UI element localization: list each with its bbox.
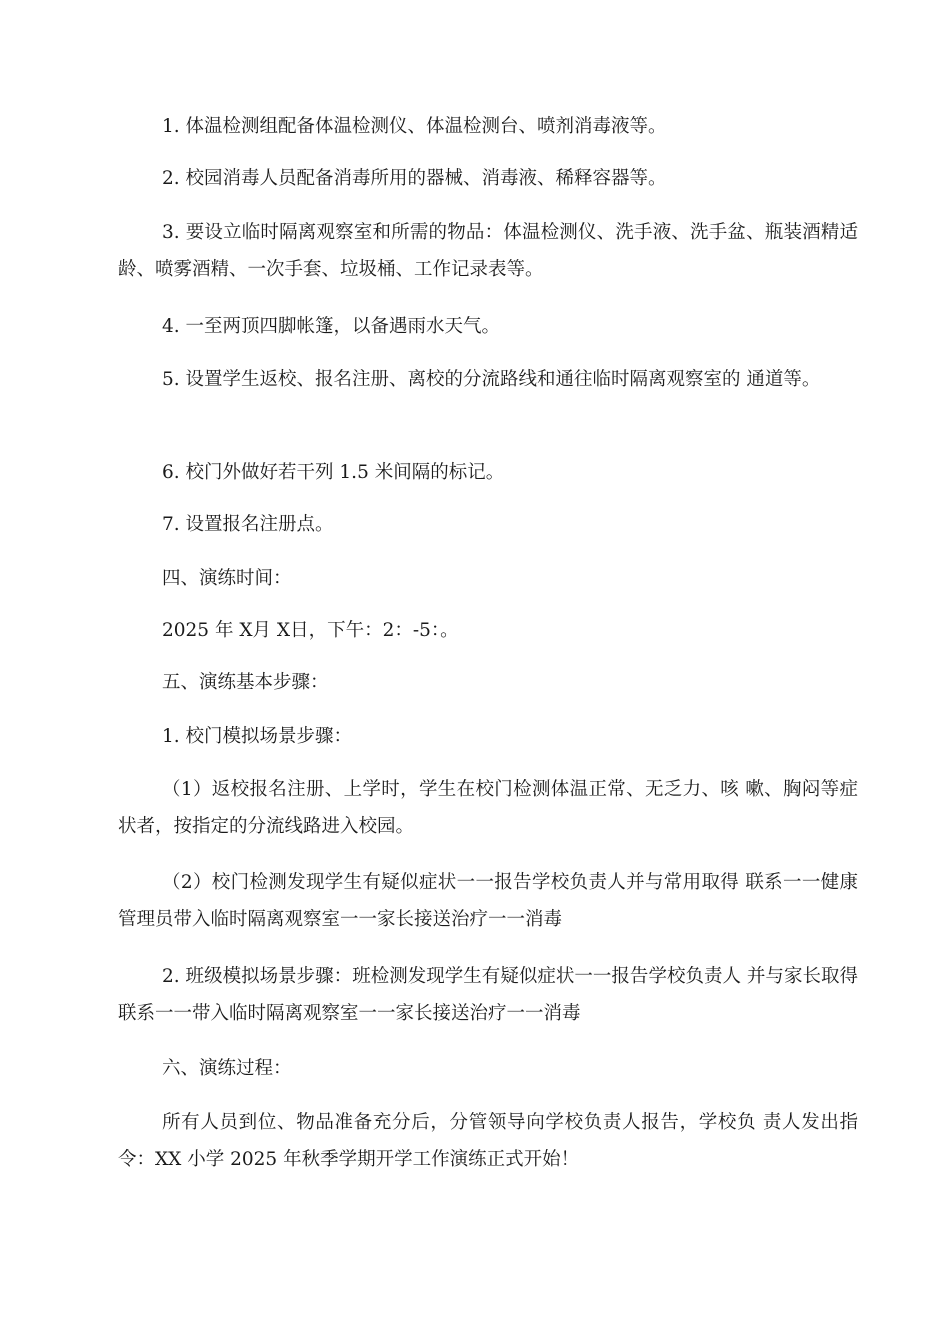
paragraph-item-3: 3. 要设立临时隔离观察室和所需的物品：体温检测仪、洗手液、洗手盆、瓶装酒精适龄、喷雾酒精、一次手套、垃圾桶、工作记录表等。	[118, 222, 858, 280]
paragraph-item-2: 2. 校园消毒人员配备消毒所用的器械、消毒液、稀释容器等。	[162, 168, 667, 189]
paragraph-item-5: 5. 设置学生返校、报名注册、离校的分流路线和通往临时隔离观察室的 通道等。	[162, 369, 821, 390]
paragraph-item-1: 1. 体温检测组配备体温检测仪、体温检测台、喷剂消毒液等。	[162, 116, 667, 137]
section-heading-process: 六、演练过程：	[162, 1058, 292, 1079]
gate-step-1: （1）返校报名注册、上学时，学生在校门检测体温正常、无乏力、咳 嗽、胸闷等症状者，按指定的分流线路进入校园。	[118, 779, 858, 837]
step-heading-gate: 1. 校门模拟场景步骤：	[162, 726, 353, 747]
drill-time-text: 2025 年 X月 X日，下午：2：-5：。	[162, 620, 459, 641]
gate-step-2: （2）校门检测发现学生有疑似症状一一报告学校负责人并与常用取得 联系一一健康管理员带入临时隔离观察室一一家长接送治疗一一消毒	[118, 872, 858, 930]
paragraph-item-4: 4. 一至两顶四脚帐篷，以备遇雨水天气。	[162, 316, 501, 337]
section-heading-time: 四、演练时间：	[162, 568, 292, 589]
paragraph-item-6: 6. 校门外做好若干列 1.5 米间隔的标记。	[162, 462, 505, 483]
class-step: 2. 班级模拟场景步骤：班检测发现学生有疑似症状一一报告学校负责人 并与家长取得联系一一带入临时隔离观察室一一家长接送治疗一一消毒	[118, 966, 858, 1024]
section-heading-steps: 五、演练基本步骤：	[162, 672, 329, 693]
paragraph-item-7: 7. 设置报名注册点。	[162, 514, 334, 535]
process-text: 所有人员到位、物品准备充分后，分管领导向学校负责人报告，学校负 责人发出指令：XX 小学 2025 年秋季学期开学工作演练正式开始！	[118, 1112, 858, 1170]
